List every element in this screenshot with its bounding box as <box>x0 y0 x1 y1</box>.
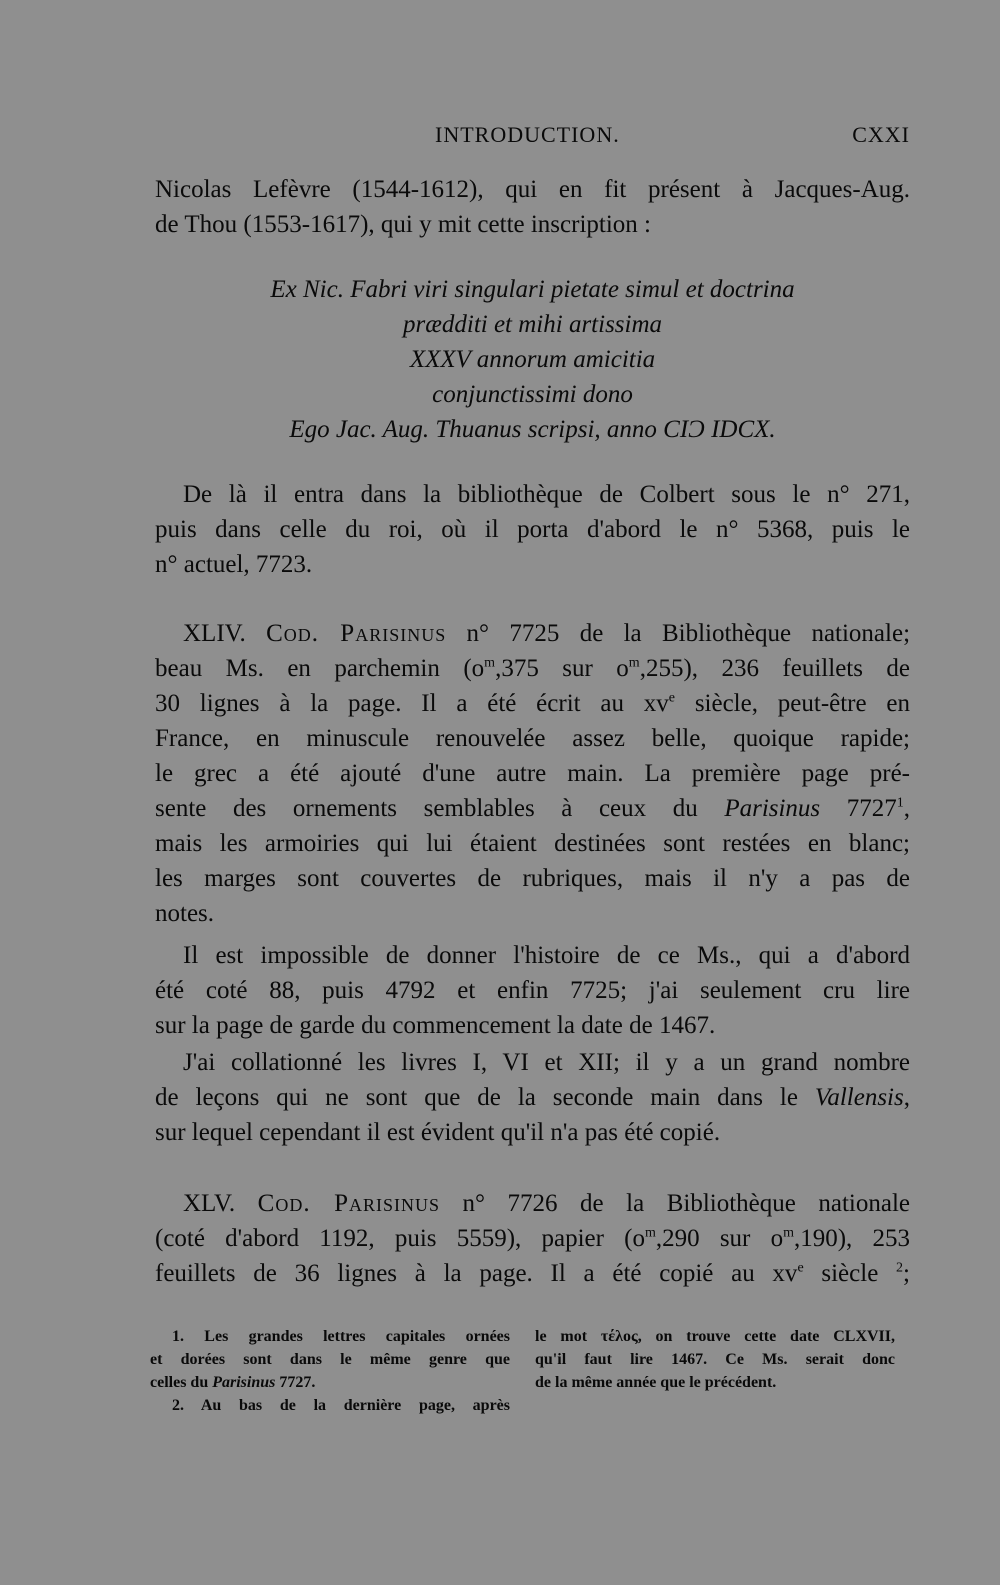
text-line: Nicolas Lefèvre (1544-1612), qui en fit présent à Jacques-Aug. <box>155 176 910 203</box>
footnote-line: celles du Parisinus 7727. <box>150 1374 316 1391</box>
paragraph-codex-xliv <box>155 616 910 931</box>
text-line: XLV. Cod. Parisinus n° 7726 de la Bibliothèque nationale <box>183 1190 910 1217</box>
footnote-line: et dorées sont dans le même genre que <box>150 1351 510 1368</box>
inscription-line: prædditi et mihi artissima <box>402 311 663 338</box>
footnotes-right-column <box>535 1325 895 1394</box>
footnote-ref: 2 <box>896 1260 904 1276</box>
footnote-line: 2. Au bas de la dernière page, après <box>172 1397 510 1414</box>
text-line: De là il entra dans la bibliothèque de Colbert sous le n° 271, <box>183 481 910 508</box>
text-line: de leçons qui ne sont que de la seconde main dans le Vallensis, <box>155 1084 910 1111</box>
page-title: INTRODUCTION. <box>435 122 620 147</box>
footnote-line: le mot τέλος, on trouve cette date CLXVII, <box>535 1328 895 1345</box>
inscription-line: Ex Nic. Fabri viri singulari pietate simul et doctrina <box>270 276 795 303</box>
text-line: puis dans celle du roi, où il porta d'abord le n° 5368, puis le <box>155 516 910 543</box>
text-line: 30 lignes à la page. Il a été écrit au $xv^e$ siècle, peut-être en <box>155 690 910 717</box>
inscription-line: Ego Jac. Aug. Thuanus scripsi, anno CIƆ IDCX. <box>289 416 776 443</box>
text-line: (coté d'abord 1192, puis 5559), papier ($o^m,290$ sur $o^m,190$), 253 <box>155 1225 910 1252</box>
text-line: XLIV. Cod. Parisinus n° 7725 de la Bibliothèque nationale; <box>183 620 911 647</box>
footnotes-left-column <box>150 1325 510 1417</box>
text-line: notes. <box>155 900 215 927</box>
text-line: les marges sont couvertes de rubriques, mais il n'y a pas de <box>155 865 910 892</box>
footnote-line: de la même année que le précédent. <box>535 1374 777 1391</box>
text-line: été coté 88, puis 4792 et enfin 7725; j'ai seulement cru lire <box>155 977 910 1004</box>
codex-title: Vallensis <box>814 1084 904 1111</box>
text-line: feuillets de 36 lignes à la page. Il a été copié au $xv^e$ siècle $^2$; <box>155 1260 910 1287</box>
text-line: sur la page de garde du commencement la date de 1467. <box>155 1012 716 1039</box>
inscription-line: XXXV annorum amicitia <box>409 346 656 373</box>
page-number: CXXI <box>852 122 910 147</box>
footnote-line: 1. Les grandes lettres capitales ornées <box>172 1328 510 1345</box>
text-line: n° actuel, 7723. <box>155 551 313 578</box>
text-line: beau Ms. en parchemin ($o^m,375$ sur $o^m,255$), 236 feuillets de <box>155 655 911 682</box>
paragraph-provenance <box>155 172 910 242</box>
footnote-line: qu'il faut lire 1467. Ce Ms. serait donc <box>535 1351 895 1368</box>
text-line: sur lequel cependant il est évident qu'il n'a pas été copié. <box>155 1119 721 1146</box>
text-line: de Thou (1553-1617), qui y mit cette inscription : <box>155 211 651 238</box>
codex-name: Cod. Parisinus <box>266 620 447 647</box>
text-line: Il est impossible de donner l'histoire de ce Ms., qui a d'abord <box>183 942 910 969</box>
latin-inscription <box>155 272 910 447</box>
paragraph-history <box>155 938 910 1043</box>
inscription-line: conjunctissimi dono <box>432 381 633 408</box>
paragraph-colbert <box>155 477 910 582</box>
running-header <box>155 122 910 162</box>
codex-name: Cod. Parisinus <box>257 1190 440 1217</box>
text-line: mais les armoiries qui lui étaient destinées sont restées en blanc; <box>155 830 910 857</box>
footnote-ref: 1 <box>896 795 904 811</box>
text-line: sente des ornements semblables à ceux du Parisinus 7727$^1$, <box>155 795 911 822</box>
text-line: le grec a été ajouté d'une autre main. La première page pré- <box>155 760 910 787</box>
paragraph-codex-xlv <box>155 1186 910 1291</box>
codex-title: Parisinus <box>724 795 821 822</box>
text-line: J'ai collationné les livres I, VI et XII; il y a un grand nombre <box>183 1049 910 1076</box>
codex-title: Parisinus <box>212 1374 276 1391</box>
paragraph-collation <box>155 1045 910 1150</box>
text-line: France, en minuscule renouvelée assez belle, quoique rapide; <box>155 725 910 752</box>
